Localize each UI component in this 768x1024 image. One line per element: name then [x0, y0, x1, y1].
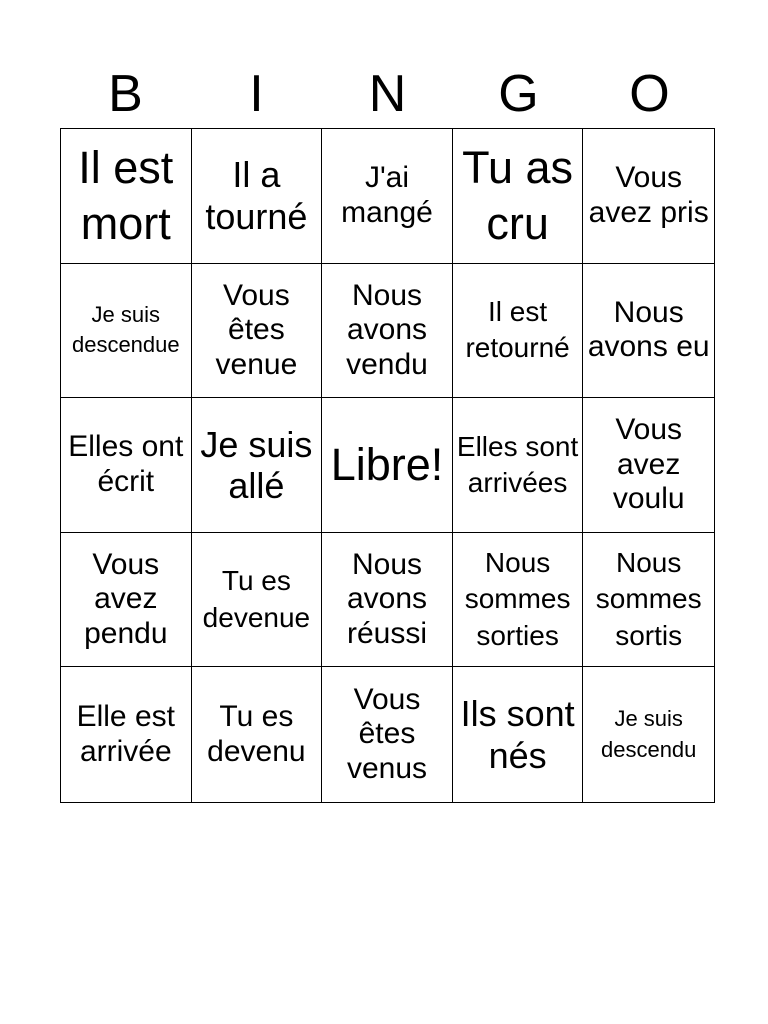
- bingo-cell-r3-c1[interactable]: Tu es devenue: [192, 533, 323, 668]
- bingo-cell-r1-c4[interactable]: Nous avons eu: [583, 264, 714, 399]
- header-letter-i: I: [249, 65, 264, 123]
- bingo-cell-free[interactable]: Libre!: [322, 398, 453, 533]
- header-letter-o: O: [629, 65, 670, 123]
- bingo-cell-r2-c3[interactable]: Elles sont arrivées: [453, 398, 584, 533]
- header-letter-b: B: [108, 65, 143, 123]
- bingo-cell-r0-c3[interactable]: Tu as cru: [453, 129, 584, 264]
- header-letter-n: N: [368, 65, 407, 123]
- bingo-cell-r0-c1[interactable]: Il a tourné: [192, 129, 323, 264]
- bingo-cell-r3-c0[interactable]: Vous avez pendu: [61, 533, 192, 668]
- bingo-cell-r2-c4[interactable]: Vous avez voulu: [583, 398, 714, 533]
- bingo-cell-r0-c0[interactable]: Il est mort: [61, 129, 192, 264]
- bingo-cell-r3-c2[interactable]: Nous avons réussi: [322, 533, 453, 668]
- bingo-cell-r4-c3[interactable]: Ils sont nés: [453, 667, 584, 802]
- bingo-cell-r3-c4[interactable]: Nous sommes sortis: [583, 533, 714, 668]
- bingo-cell-r1-c0[interactable]: Je suis descendue: [61, 264, 192, 399]
- bingo-cell-r4-c1[interactable]: Tu es devenu: [192, 667, 323, 802]
- bingo-cell-r1-c3[interactable]: Il est retourné: [453, 264, 584, 399]
- bingo-cell-r1-c2[interactable]: Nous avons vendu: [322, 264, 453, 399]
- header-letter-g: G: [498, 65, 539, 123]
- bingo-cell-r4-c4[interactable]: Je suis descendu: [600, 705, 697, 762]
- bingo-board: [60, 128, 715, 803]
- bingo-cell-r3-c3[interactable]: Nous sommes sorties: [453, 533, 584, 668]
- bingo-cell-r2-c0[interactable]: Elles ont écrit: [61, 398, 192, 533]
- bingo-cell-r4-c2[interactable]: Vous êtes venus: [322, 667, 453, 802]
- bingo-cell-r0-c2[interactable]: J'ai mangé: [322, 129, 453, 264]
- bingo-cell-r4-c0[interactable]: Elle est arrivée: [61, 667, 192, 802]
- bingo-cell-r2-c1[interactable]: Je suis allé: [192, 398, 323, 533]
- bingo-cell-r0-c4[interactable]: Vous avez pris: [583, 129, 714, 264]
- bingo-cell-r1-c1[interactable]: Vous êtes venue: [192, 264, 323, 399]
- bingo-header: [60, 60, 715, 128]
